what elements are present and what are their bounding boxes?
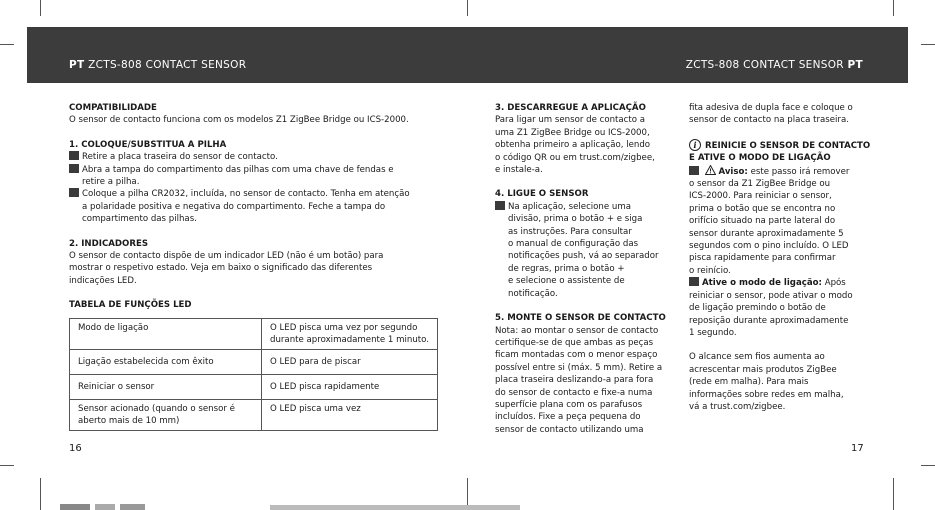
crop-mark <box>921 44 935 45</box>
paragraph-line: do sensor de contacto e fixe-a numa <box>495 387 653 398</box>
paragraph-line: indicações LED. <box>69 275 137 286</box>
paragraph-line: Nota: ao montar o sensor de contacto <box>495 325 659 336</box>
paragraph-line: mostrar o respetivo estado. Veja em baixo o significado das diferentes <box>69 263 373 274</box>
table-cell <box>70 350 262 375</box>
paragraph-line: vá a trust.com/zigbee. <box>689 401 786 412</box>
step-text: de regras, prima o botão + <box>508 263 625 274</box>
step-text: Retire a placa traseira do sensor de contacto. <box>82 152 278 163</box>
table-title: TABELA DE FUNÇÕES LED <box>69 300 192 311</box>
cell-text: O LED pisca uma vez <box>270 404 361 414</box>
language-code: PT <box>847 59 863 71</box>
step-number-icon <box>495 201 505 210</box>
language-code: PT <box>69 59 85 71</box>
step-number-icon <box>69 188 79 197</box>
section-title: COMPATIBILIDADE <box>69 103 157 113</box>
step-item <box>495 201 675 213</box>
page-number: 16 <box>69 443 82 454</box>
table-cell <box>262 375 438 400</box>
crop-mark <box>921 465 935 466</box>
paragraph-line: ICS-2000. Para reiniciar o sensor, <box>689 191 832 202</box>
step-label: Ative o modo de ligação: <box>702 278 822 289</box>
step-number-icon <box>689 166 699 175</box>
step-number-icon <box>69 164 79 173</box>
table-cell <box>262 350 438 375</box>
section-title: 3. DESCARREGUE A APLICAÇÃO <box>495 103 646 113</box>
paragraph-line: placa traseira deslizando-a para fora <box>495 375 654 386</box>
paragraph-line: sensor de contacto utilizando uma <box>495 424 644 435</box>
paragraph-line: Para ligar um sensor de contacto a <box>495 115 646 126</box>
paragraph-line: obtenha primeiro a aplicação, lendo <box>495 140 651 151</box>
table-row <box>70 400 438 431</box>
left-column <box>69 102 449 312</box>
cell-text: Ligação estabelecida com êxito <box>78 357 214 367</box>
step-text: compartimento das pilhas. <box>82 214 197 225</box>
step-item <box>69 188 449 200</box>
paragraph: O sensor de contacto funciona com os modelos Z1 ZigBee Bridge ou ICS-2000. <box>69 115 409 126</box>
crop-mark <box>0 44 14 45</box>
warning-icon <box>705 167 716 177</box>
step-text: Abra a tampa do compartimento das pilhas com uma chave de fendas e <box>82 164 394 175</box>
middle-column <box>495 102 675 436</box>
paragraph-line: o código QR ou em trust.com/zigbee, <box>495 152 655 163</box>
section-title: 2. INDICADORES <box>69 238 149 249</box>
paragraph-line: uma Z1 ZigBee Bridge ou ICS-2000, <box>495 127 650 138</box>
paragraph-line: de ligação premindo o botão de <box>689 303 826 314</box>
paragraph-line: ficam montadas com o menor espaço <box>495 350 658 361</box>
step-text: as instruções. Para consultar <box>508 226 632 237</box>
led-function-table <box>69 318 438 431</box>
paragraph-line: possível entre si (máx. 5 mm). Retire a <box>495 362 663 373</box>
step-text: divisão, prima o botão + e siga <box>508 214 643 225</box>
paragraph-line: reiniciar o sensor, pode ativar o modo <box>689 290 853 301</box>
header-right <box>686 59 863 71</box>
warning-label: Aviso: <box>718 166 748 177</box>
table-cell <box>70 319 262 350</box>
step-number-icon <box>69 151 79 160</box>
step-text: o manual de configuração das <box>508 239 639 250</box>
step-text: a polaridade positiva e negativa do compartimento. Feche a tampa do <box>82 201 386 212</box>
section-title-text: E ATIVE O MODO DE LIGAÇÃO <box>689 153 831 164</box>
step-text: Na aplicação, selecione uma <box>508 201 631 212</box>
page-header <box>27 27 908 83</box>
step-text: Coloque a pilha CR2032, incluída, no sensor de contacto. Tenha em atenção <box>82 189 410 200</box>
step-item <box>69 151 449 163</box>
table-cell <box>262 319 438 350</box>
paragraph-line: prima o botão que se encontra no <box>689 203 836 214</box>
cell-text: Modo de ligação <box>78 323 149 333</box>
step-item <box>689 277 879 289</box>
paragraph-line: e instale-a. <box>495 165 543 176</box>
right-column <box>689 102 879 413</box>
paragraph-line: informações sobre redes em malha, <box>689 389 844 400</box>
paragraph-line: sensor durante aproximadamente 5 <box>689 228 844 239</box>
paragraph-line: o reinício. <box>689 265 731 276</box>
cell-text: O LED para de piscar <box>270 357 361 367</box>
paragraph-text: Após <box>824 278 846 289</box>
table-row <box>70 375 438 400</box>
section-title <box>689 139 879 152</box>
paragraph-line: 1 segundo. <box>689 327 737 338</box>
step-number-icon <box>689 277 699 286</box>
section-title: 5. MONTE O SENSOR DE CONTACTO <box>495 313 666 324</box>
page-number: 17 <box>851 443 864 454</box>
crop-mark <box>893 0 894 16</box>
section-title: 1. COLOQUE/SUBSTITUA A PILHA <box>69 139 227 150</box>
cell-text: O LED pisca rapidamente <box>270 382 380 392</box>
paragraph-line: fita adesiva de dupla face e coloque o <box>689 103 853 113</box>
step-text: e selecione o assistente de <box>508 276 625 287</box>
printer-marks <box>0 503 935 510</box>
paragraph-text: este passo irá remover <box>750 166 850 177</box>
info-icon: i <box>689 139 701 151</box>
section-title-text: REINICIE O SENSOR DE CONTACTO <box>705 140 871 151</box>
paragraph-line: reposição durante aproximadamente <box>689 315 849 326</box>
step-text: notificação. <box>508 288 558 299</box>
table-row <box>70 319 438 350</box>
step-text: notificações push, vá ao separador <box>508 251 659 262</box>
cell-text: aberto mais de 10 mm) <box>78 416 180 426</box>
paragraph-line: incluídos. Fixe a peça pequena do <box>495 412 641 423</box>
step-text: retire a pilha. <box>82 177 140 188</box>
cell-text: Reiniciar o sensor <box>78 382 155 392</box>
crop-mark <box>40 0 41 16</box>
cell-text: durante aproximadamente 1 minuto. <box>270 335 429 345</box>
header-title-right: ZCTS-808 CONTACT SENSOR <box>685 59 844 71</box>
step-item <box>69 164 449 176</box>
crop-mark <box>467 0 468 16</box>
paragraph-line: certifique-se de que ambas as peças <box>495 337 654 348</box>
cell-text: O LED pisca uma vez por segundo <box>270 323 418 333</box>
table-row <box>70 350 438 375</box>
table-cell <box>262 400 438 431</box>
paragraph-line: sensor de contacto na placa traseira. <box>689 115 849 126</box>
paragraph-line: pisca rapidamente para confirmar <box>689 253 836 264</box>
paragraph-line: (rede em malha). Para mais <box>689 377 809 388</box>
paragraph-line: orifício situado na parte lateral do <box>689 216 836 227</box>
cell-text: Sensor acionado (quando o sensor é <box>78 404 235 414</box>
paragraph-line: O sensor de contacto dispõe de um indicador LED (não é um botão) para <box>69 251 384 262</box>
paragraph-line: o sensor da Z1 ZigBee Bridge ou <box>689 179 831 190</box>
header-left <box>69 59 246 71</box>
warning-line <box>689 165 879 178</box>
paragraph-line: acrescentar mais produtos ZigBee <box>689 364 837 375</box>
table-cell <box>70 375 262 400</box>
crop-mark <box>0 465 14 466</box>
paragraph-line: segundos com o pino incluído. O LED <box>689 241 849 252</box>
table-cell <box>70 400 262 431</box>
section-title: 4. LIGUE O SENSOR <box>495 189 589 200</box>
paragraph-line: O alcance sem fios aumenta ao <box>689 352 825 363</box>
header-title-left: ZCTS-808 CONTACT SENSOR <box>88 59 247 71</box>
paragraph-line: superfície plana com os parafusos <box>495 399 643 410</box>
